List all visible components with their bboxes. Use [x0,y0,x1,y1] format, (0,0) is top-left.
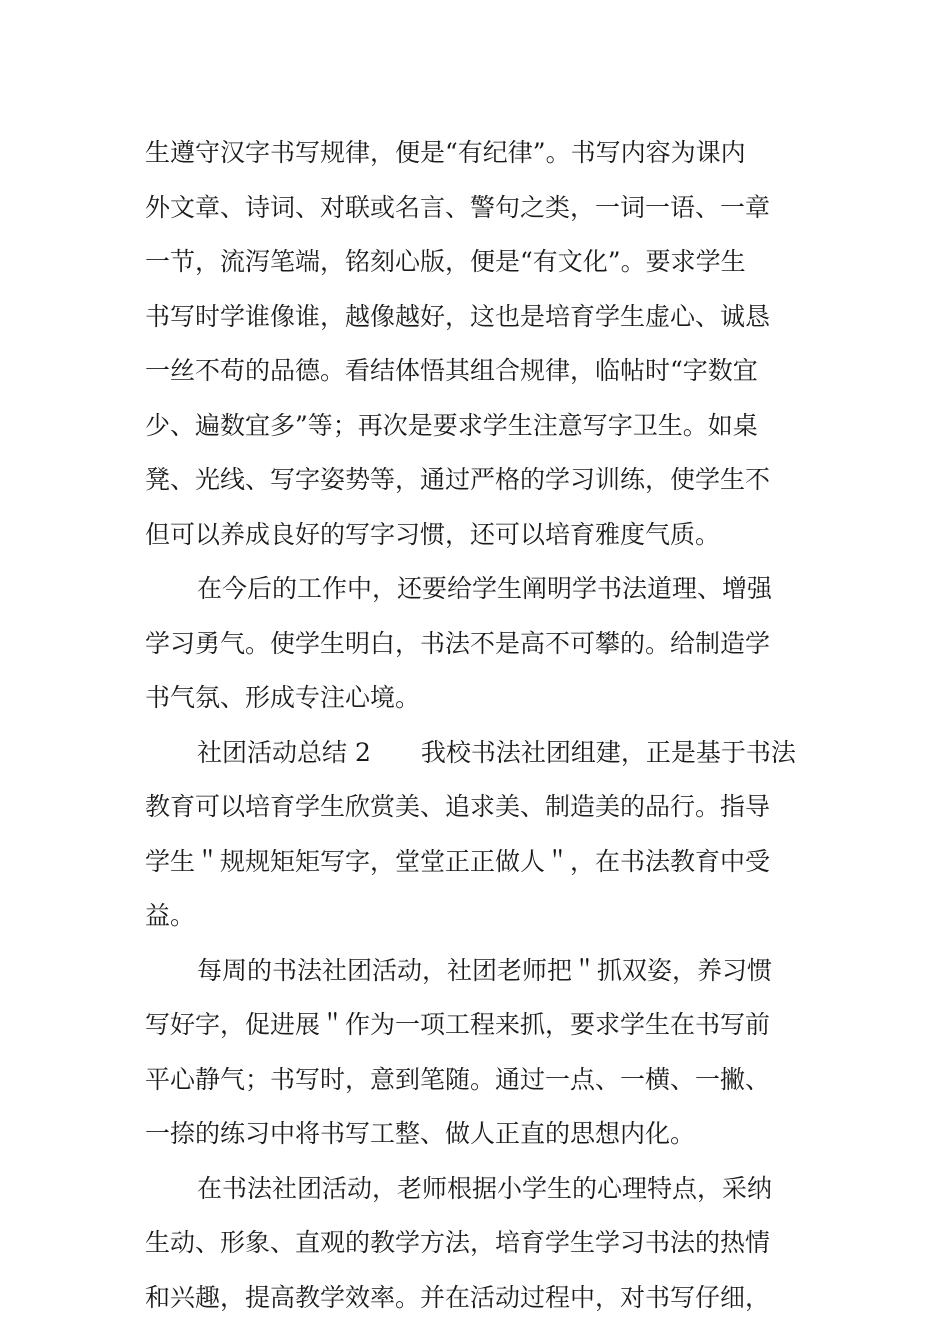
text-line: 但可以养成良好的写字习惯，还可以培育雅度气质。 [145,519,721,549]
text-line: 和兴趣，提高教学效率。并在活动过程中，对书写仔细， [145,1282,771,1312]
text-line: 教育可以培育学生欣赏美、追求美、制造美的品行。指导 [145,792,771,821]
text-line: 生遵守汉字书写规律，便是“有纪律”。书写内容为课内 [145,138,746,167]
paragraph-start-line: 在书法社团活动，老师根据小学生的心理特点，采纳 [197,1173,773,1203]
text-line: 外文章、诗词、对联或名言、警句之类，一词一语、一章 [145,192,771,222]
text-line: 少、遍数宜多”等；再次是要求学生注意写字卫生。如桌 [145,410,758,440]
text-line: 书气氛、形成专注心境。 [145,683,421,712]
text-line: 书写时学谁像谁，越像越好，这也是培育学生虚心、诚恳 [145,301,771,331]
text-line: 写好字，促进展＂作为一项工程来抓，要求学生在书写前 [145,1010,771,1039]
paragraph-start-line: 在今后的工作中，还要给学生阐明学书法道理、增强 [197,574,773,603]
paragraph-start-line: 社团活动总结 2 我校书法社团组建，正是基于书法 [197,737,796,767]
text-line: 一捺的练习中将书写工整、做人正直的思想内化。 [145,1119,696,1148]
text-line: 一节，流泻笔端，铭刻心版，便是“有文化”。要求学生 [145,247,746,276]
text-line: 生动、形象、直观的教学方法，培育学生学习书法的热情 [145,1228,771,1257]
paragraph-start-line: 每周的书法社团活动，社团老师把＂抓双姿，养习惯 [197,955,773,985]
text-line: 学生＂规规矩矩写字，堂堂正正做人＂，在书法教育中受 [145,846,771,876]
text-line: 凳、光线、写字姿势等，通过严格的学习训练，使学生不 [145,465,771,494]
body-text [145,126,815,1325]
text-line: 平心静气；书写时，意到笔随。通过一点、一横、一撇、 [145,1064,771,1094]
text-line: 益。 [145,901,196,930]
text-line: 一丝不苟的品德。看结体悟其组合规律，临帖时“字数宜 [145,356,758,385]
text-line: 学习勇气。使学生明白，书法不是高不可攀的。给制造学 [145,628,771,658]
